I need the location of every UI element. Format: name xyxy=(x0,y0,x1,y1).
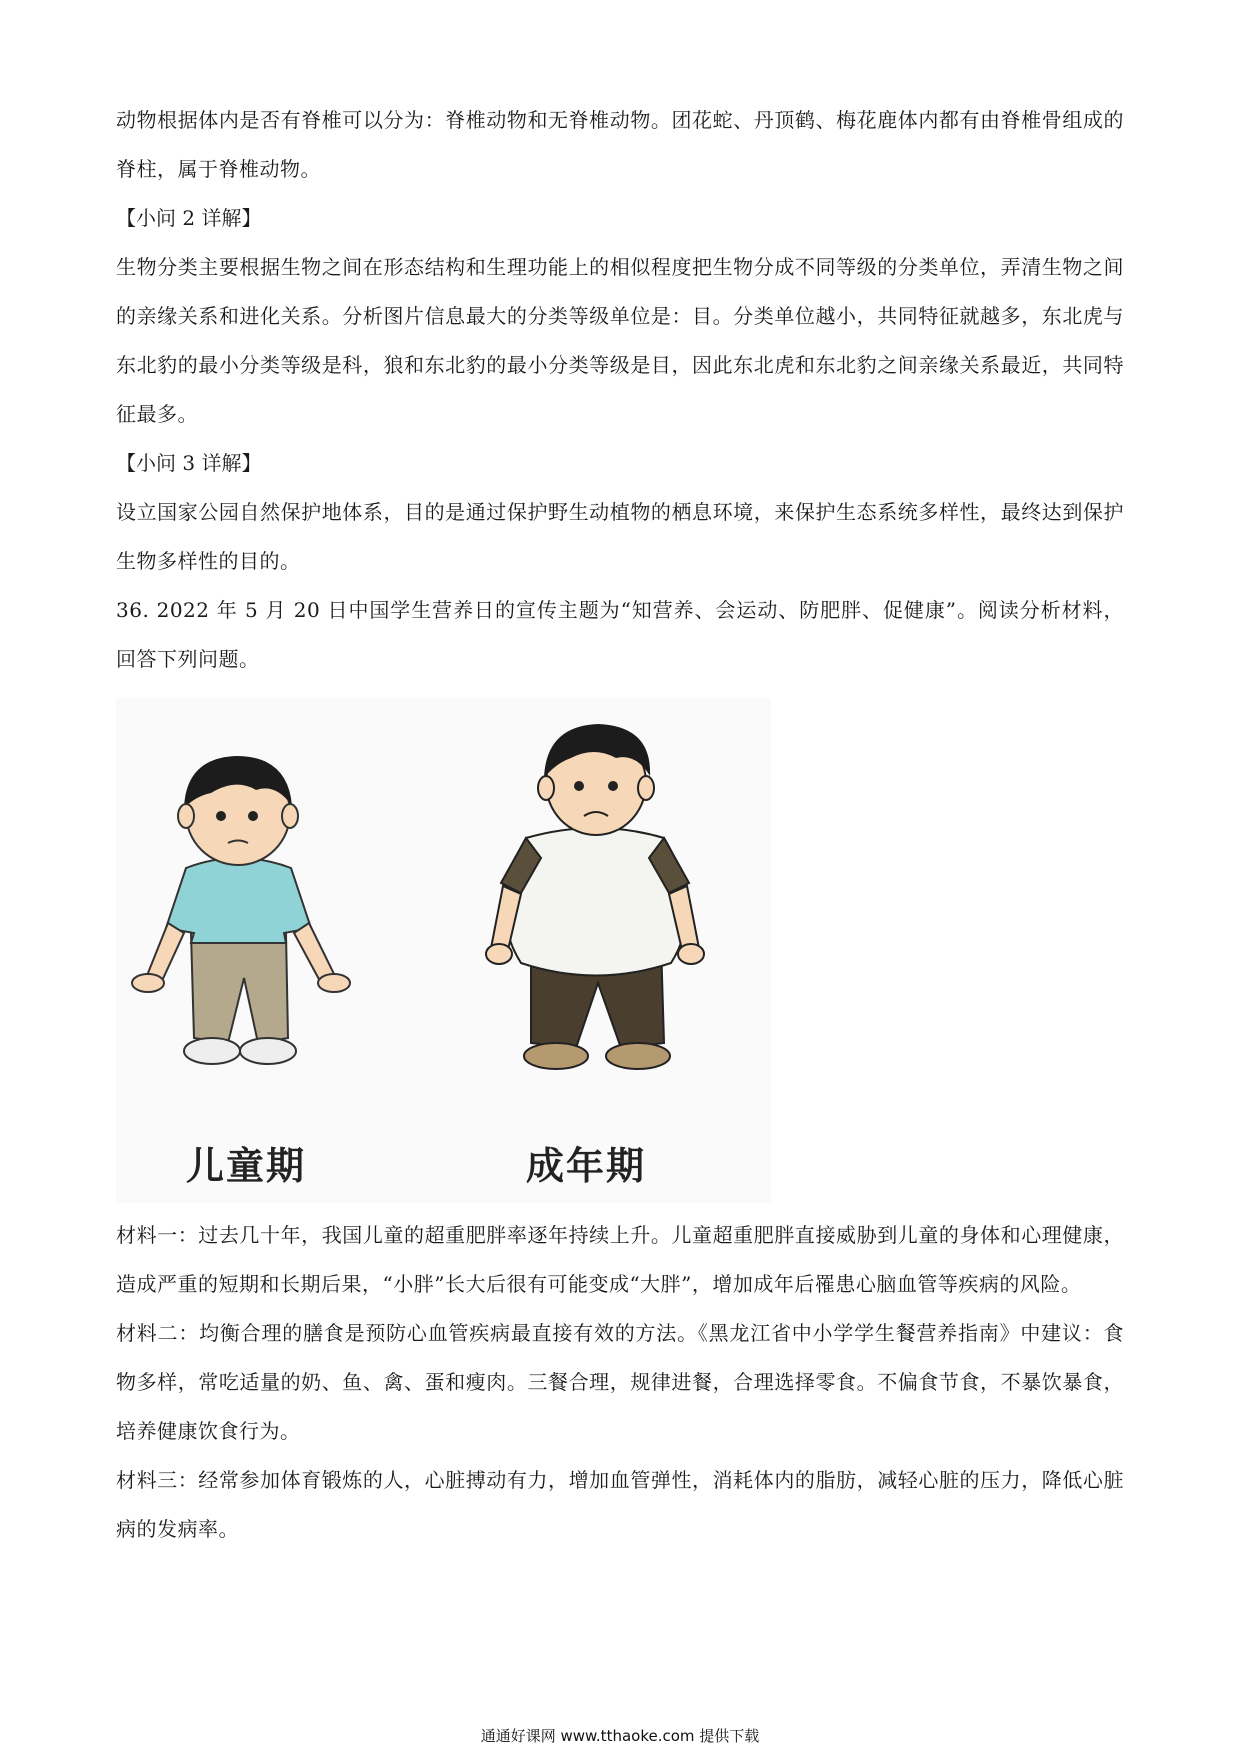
page-content xyxy=(116,96,1124,1554)
material-2: 材料二：均衡合理的膳食是预防心血管疾病最直接有效的方法。《黑龙江省中小学学生餐营养指南》中建议：食物多样，常吃适量的奶、鱼、禽、蛋和瘦肉。三餐合理，规律进餐，合理选择零食。不偏食节食，不暴饮暴食，培养健康饮食行为。 xyxy=(116,1321,1124,1443)
material-3: 材料三：经常参加体育锻炼的人，心脏搏动有力，增加血管弹性，消耗体内的脂肪，减轻心脏的压力，降低心脏病的发病率。 xyxy=(116,1468,1124,1541)
page-footer: 通通好课网 www.tthaoke.com 提供下载 xyxy=(480,1727,760,1745)
child-and-adult-illustration xyxy=(116,698,771,1203)
question-36-text: 36. 2022 年 5 月 20 日中国学生营养日的宣传主题为“知营养、会运动、防肥胖、促健康”。阅读分析材料，回答下列问题。 xyxy=(116,598,1124,671)
sub3-text: 设立国家公园自然保护地体系，目的是通过保护野生动植物的栖息环境，来保护生态系统多样性，最终达到保护生物多样性的目的。 xyxy=(116,500,1124,573)
paragraph-vertebrates: 动物根据体内是否有脊椎可以分为：脊椎动物和无脊椎动物。团花蛇、丹顶鹤、梅花鹿体内都有由脊椎骨组成的脊柱，属于脊椎动物。 xyxy=(116,108,1124,181)
adult-figure xyxy=(486,724,704,1069)
child-figure xyxy=(132,756,350,1064)
obesity-illustration xyxy=(116,698,771,1203)
caption-adulthood: 成年期 xyxy=(526,1144,647,1188)
material-1: 材料一：过去几十年，我国儿童的超重肥胖率逐年持续上升。儿童超重肥胖直接威胁到儿童的身体和心理健康，造成严重的短期和长期后果，“小胖”长大后很有可能变成“大胖”，增加成年后罹患心脑血管等疾病的风险。 xyxy=(116,1223,1124,1296)
sub3-heading: 【小问 3 详解】 xyxy=(116,451,262,475)
sub2-text: 生物分类主要根据生物之间在形态结构和生理功能上的相似程度把生物分成不同等级的分类单位，弄清生物之间的亲缘关系和进化关系。分析图片信息最大的分类等级单位是：目。分类单位越小，共同特征就越多，东北虎与东北豹的最小分类等级是科，狼和东北豹的最小分类等级是目，因此东北虎和东北豹之间亲缘关系最近，共同特征最多。 xyxy=(116,255,1124,426)
sub2-heading: 【小问 2 详解】 xyxy=(116,206,262,230)
caption-childhood: 儿童期 xyxy=(186,1144,307,1188)
